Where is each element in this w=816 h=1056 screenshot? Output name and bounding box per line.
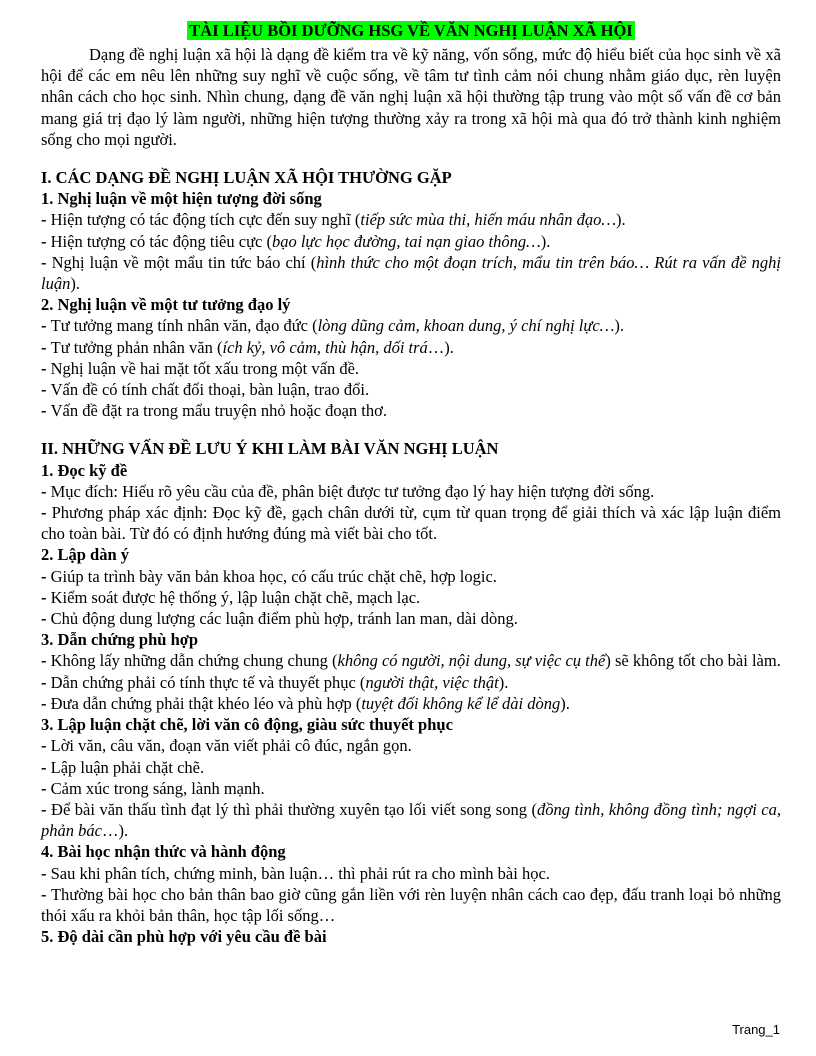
item-text: Không lấy những dẫn chứng chung chung ( [50, 651, 338, 671]
item-text: Lời văn, câu văn, đoạn văn viết phải cô đúc, ngắn gọn. [50, 736, 412, 756]
item-text: Nghị luận về một mẩu tin tức báo chí ( [51, 252, 317, 272]
list-item [41, 778, 781, 799]
item-text: Kiểm soát được hệ thống ý, lập luận chặt chẽ, mạch lạc. [50, 587, 421, 607]
item-example-text: ích kỷ, vô cảm, thù hận, dối trá [222, 337, 428, 357]
bullet-dash: - [41, 358, 51, 378]
item-text: Thường bài học cho bản thân bao giờ cũng gắn liền với rèn luyện nhân cách cao đẹp, đấu tranh loại bỏ những thói xấu ra khỏi bản thân, học tập lối sống… [41, 884, 782, 925]
section-1-sub-2-list [41, 315, 781, 421]
section-2-sub-heading: 2. Lập dàn ý [41, 545, 130, 565]
bullet-dash: - [41, 736, 51, 756]
bullet-dash: - [41, 380, 51, 400]
list-item [41, 379, 781, 400]
list-item [41, 735, 781, 756]
item-text-end: ). [616, 210, 626, 230]
bullet-dash: - [41, 481, 51, 501]
list-item [41, 481, 781, 502]
section-2-sub-list [41, 650, 781, 714]
list-item [41, 209, 781, 230]
section-2-subsections [41, 460, 781, 948]
item-text: Nghị luận về hai mặt tốt xấu trong một vấn đề. [50, 358, 360, 378]
item-text: Cảm xúc trong sáng, lành mạnh. [50, 778, 265, 798]
section-2-sub-list [41, 481, 781, 545]
item-example-text: người thật, việc thật [365, 672, 499, 692]
bullet-dash: - [41, 503, 52, 523]
section-2-sub-list [41, 566, 781, 630]
page-number: Trang_1 [732, 1022, 780, 1037]
item-example-text: tuyệt đối không kể lể dài dòng [361, 693, 561, 713]
list-item [41, 757, 781, 778]
spacer [41, 421, 781, 438]
item-text-end: ). [498, 672, 509, 692]
list-item [41, 650, 781, 671]
list-item [41, 231, 781, 252]
list-item [41, 315, 781, 336]
bullet-dash: - [41, 884, 51, 904]
bullet-dash: - [41, 651, 51, 671]
item-text: Tư tưởng phản nhân văn ( [50, 337, 223, 357]
section-2-sub-list [41, 863, 781, 927]
bullet-dash: - [41, 316, 51, 336]
section-2-sub-heading: 1. Đọc kỹ đề [41, 460, 128, 480]
bullet-dash: - [41, 778, 51, 798]
item-text: Dẫn chứng phải có tính thực tế và thuyết phục ( [50, 672, 366, 692]
intro-paragraph: Dạng đề nghị luận xã hội là dạng đề kiểm tra về kỹ năng, vốn sống, mức độ hiểu biết của học sinh về xã hội để các em nêu lên những suy nghĩ về cuộc sống, về tâm tư tình cảm nói chung nhằm giáo dục, rèn luyện nhân cách cho học sinh. Nhìn chung, dạng đề văn nghị luận xã hội thường tập trung vào một số vấn đề cơ bản mang giá trị đạo lý làm người, những hiện tượng thường xảy ra trong xã hội mà qua đó trở thành kinh nghiệm sống cho mọi người. [41, 45, 781, 149]
list-item [41, 799, 781, 841]
section-1-sub-2-heading: 2. Nghị luận về một tư tưởng đạo lý [41, 295, 291, 315]
list-item [41, 252, 781, 294]
bullet-dash: - [41, 587, 51, 607]
list-item [41, 358, 781, 379]
bullet-dash: - [41, 757, 51, 777]
item-example-text: đồng tình, không đồng tình; ngợi ca, phản bác [41, 799, 782, 841]
item-text: Hiện tượng có tác động tích cực đến suy nghĩ ( [50, 210, 361, 230]
bullet-dash: - [41, 337, 51, 357]
list-item [41, 884, 781, 926]
bullet-dash: - [41, 401, 51, 421]
bullet-dash: - [41, 799, 52, 819]
list-item [41, 502, 781, 544]
section-2-sub-heading: 4. Bài học nhận thức và hành động [41, 842, 286, 862]
list-item [41, 693, 781, 714]
bullet-dash: - [41, 566, 51, 586]
bullet-dash: - [41, 863, 51, 883]
list-item [41, 587, 781, 608]
bullet-dash: - [41, 252, 52, 272]
item-text: Mục đích: Hiểu rõ yêu cầu của đề, phân biệt được tư tưởng đạo lý hay hiện tượng đời sống. [50, 481, 655, 501]
document-page [41, 20, 781, 947]
item-text-end: ). [70, 274, 80, 294]
bullet-dash: - [41, 210, 51, 230]
item-example-text: tiếp sức mùa thi, hiến máu nhân đạo… [360, 210, 616, 230]
item-example-text: không có người, nội dung, sự việc cụ thể [337, 651, 606, 671]
section-2-heading: II. NHỮNG VẤN ĐỀ LƯU Ý KHI LÀM BÀI VĂN NGHỊ LUẬN [41, 439, 499, 459]
item-example-text: hình thức cho một đoạn trích, mẩu tin trên báo… Rút ra vấn đề nghị luận [41, 252, 781, 294]
item-example-text: bạo lực học đường, tai nạn giao thông… [271, 231, 541, 251]
item-text: Hiện tượng có tác động tiêu cực ( [50, 231, 272, 251]
title-wrap [41, 20, 781, 42]
item-text: Đưa dẫn chứng phải thật khéo léo và phù hợp ( [50, 693, 362, 713]
section-1-sub-1-list [41, 209, 781, 294]
list-item [41, 863, 781, 884]
item-text-end: ). [614, 316, 625, 336]
section-2-sub-heading: 3. Lập luận chặt chẽ, lời văn cô động, giàu sức thuyết phục [41, 715, 453, 735]
list-item [41, 672, 781, 693]
item-text: Vấn đề có tính chất đối thoại, bàn luận, trao đổi. [50, 380, 370, 400]
item-text-end: ) sẽ không tốt cho bài làm. [605, 651, 781, 671]
bullet-dash: - [41, 693, 51, 713]
bullet-dash: - [41, 672, 51, 692]
item-text: Để bài văn thấu tình đạt lý thì phải thường xuyên tạo lối viết song song ( [51, 799, 537, 819]
section-1-heading: I. CÁC DẠNG ĐỀ NGHỊ LUẬN XÃ HỘI THƯỜNG GẶP [41, 168, 452, 188]
item-text: Tư tưởng mang tính nhân văn, đạo đức ( [50, 316, 318, 336]
item-text: Lập luận phải chặt chẽ. [50, 757, 205, 777]
list-item [41, 608, 781, 629]
section-2-sub-heading: 3. Dẫn chứng phù hợp [41, 630, 199, 650]
item-text-end: …). [101, 821, 129, 841]
item-text-end: ). [560, 693, 570, 713]
list-item [41, 337, 781, 358]
page-title: TÀI LIỆU BỒI DƯỠNG HSG VỀ VĂN NGHỊ LUẬN XÃ HỘI [189, 21, 633, 40]
item-text: Chủ động dung lượng các luận điểm phù hợp, tránh lan man, dài dòng. [50, 609, 518, 629]
item-example-text: lòng dũng cảm, khoan dung, ý chí nghị lực… [317, 316, 615, 336]
section-2-sub-heading: 5. Độ dài cần phù hợp với yêu cầu đề bài [41, 927, 327, 947]
list-item [41, 400, 781, 421]
list-item [41, 566, 781, 587]
section-1-sub-1-heading: 1. Nghị luận về một hiện tượng đời sống [41, 189, 322, 209]
section-2-sub-list [41, 735, 781, 841]
item-text: Phương pháp xác định: Đọc kỹ đề, gạch chân dưới từ, cụm từ quan trọng để giải thích và xác lập luận điểm cho toàn bài. Từ đó có định hướng đúng mà viết bài cho tốt. [41, 503, 782, 544]
item-text-end: ). [540, 231, 551, 251]
item-text-end: …). [427, 337, 454, 357]
item-text: Vấn đề đặt ra trong mẩu truyện nhỏ hoặc đoạn thơ. [50, 401, 387, 421]
item-text: Sau khi phân tích, chứng minh, bàn luận… thì phải rút ra cho mình bài học. [50, 863, 550, 883]
bullet-dash: - [41, 231, 51, 251]
bullet-dash: - [41, 609, 51, 629]
item-text: Giúp ta trình bày văn bản khoa học, có cấu trúc chặt chẽ, hợp logic. [50, 566, 497, 586]
spacer [41, 150, 781, 167]
